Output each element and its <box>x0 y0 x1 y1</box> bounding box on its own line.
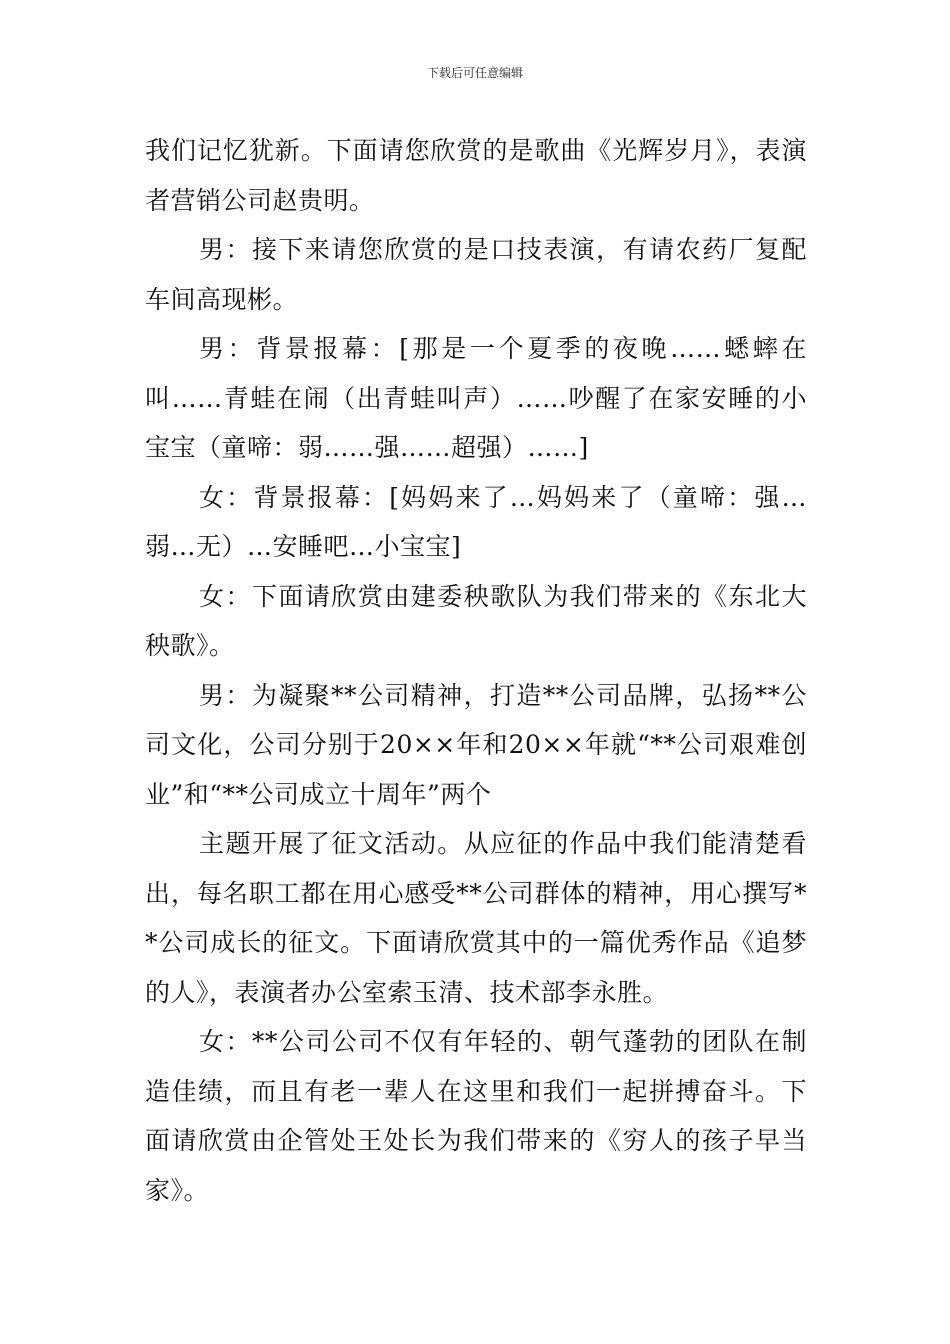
paragraph-2: 男：接下来请您欣赏的是口技表演，有请农药厂复配车间高现彬。 <box>145 235 807 314</box>
paragraph-3: 男：背景报幕：[那是一个夏季的夜晚……蟋蟀在叫……青蛙在闹（出青蛙叫声）……吵醒了在家安睡的小宝宝（童啼：弱……强……超强）……] <box>145 334 807 462</box>
paragraph-7: 主题开展了征文活动。从应征的作品中我们能清楚看出，每名职工都在用心感受**公司群体的精神，用心撰写**公司成长的征文。下面请欣赏其中的一篇优秀作品《追梦的人》，表演者办公室索玉清、技术部李永胜。 <box>145 829 807 1007</box>
paragraph-8: 女：**公司公司不仅有年轻的、朝气蓬勃的团队在制造佳绩，而且有老一辈人在这里和我们一起拼搏奋斗。下面请欣赏由企管处王处长为我们带来的《穷人的孩子早当家》。 <box>145 1027 807 1205</box>
paragraph-4: 女：背景报幕：[妈妈来了…妈妈来了（童啼：强…弱…无）…安睡吧…小宝宝] <box>145 482 807 561</box>
paragraph-1: 我们记忆犹新。下面请您欣赏的是歌曲《光辉岁月》，表演者营销公司赵贵明。 <box>145 136 807 215</box>
paragraph-6: 男：为凝聚**公司精神，打造**公司品牌，弘扬**公司文化，公司分别于20××年和20××年就“**公司艰难创业”和“**公司成立十周年”两个 <box>145 680 807 809</box>
page-header: 下载后可任意编辑 <box>426 66 523 80</box>
document-body <box>145 126 807 1215</box>
paragraph-5: 女：下面请欣赏由建委秧歌队为我们带来的《东北大秧歌》。 <box>145 581 807 660</box>
